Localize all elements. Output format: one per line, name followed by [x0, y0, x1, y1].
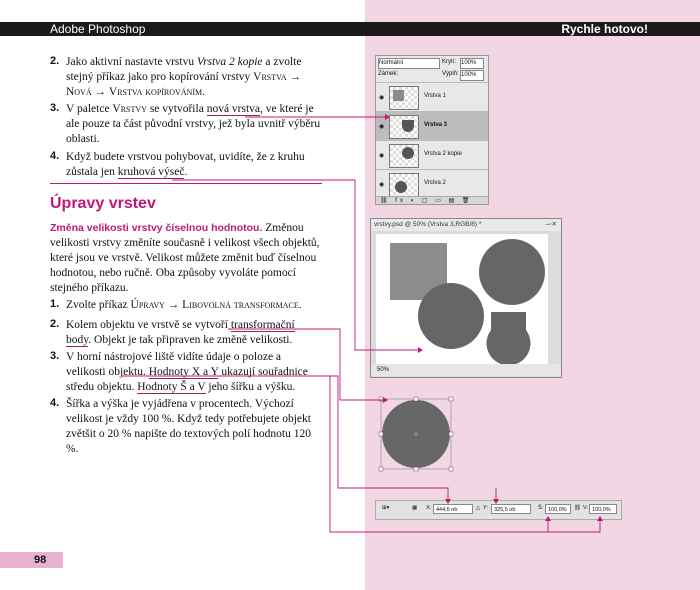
- x-field[interactable]: 444,5 ob: [433, 504, 473, 514]
- header-book-title: Adobe Photoshop: [50, 22, 146, 36]
- step-number: 4.: [50, 397, 60, 409]
- header-series-title: Rychle hotovo!: [561, 22, 648, 36]
- step-text: Když budete vrstvou pohybovat, uvidíte, že z kruhu zůstala jen kruhová výseč.: [66, 151, 305, 178]
- opacity-field[interactable]: 100%: [460, 58, 484, 69]
- highlight-transform-points: transformační body: [66, 319, 295, 346]
- step-number: 3.: [50, 102, 60, 114]
- delta-icon[interactable]: △: [476, 505, 481, 511]
- step-text: V paletce Vrstvy se vytvořila nová vrstva, ve které je ale pouze ta část původní vrstvy, jež byla uvnitř výběru oblasti.: [66, 103, 321, 145]
- fill-field[interactable]: 100%: [460, 70, 484, 81]
- step-text: Jako aktivní nastavte vrstvu Vrstva 2 kopie a zvolte stejný příkaz jako pro kopírování vrstvy Vrstva → Nová → Vrstva kopírováním.: [66, 56, 302, 98]
- blend-mode-select[interactable]: Normální: [378, 58, 440, 69]
- highlight-circle-sector: kruhová výseč: [117, 166, 185, 178]
- layer-name: Vrstva 2 kopie: [424, 151, 462, 157]
- step-number: 4.: [50, 150, 60, 162]
- section-heading: Úpravy vrstev: [50, 195, 156, 212]
- h-label: V:: [583, 505, 588, 511]
- zoom-level[interactable]: 50%: [377, 367, 390, 373]
- step-number: 2.: [50, 55, 60, 67]
- eye-icon[interactable]: ◉: [379, 182, 385, 188]
- link-icon[interactable]: ⛓: [574, 505, 581, 511]
- section-intro: Změna velikosti vrstvy číselnou hodnotou. Změnou velikosti vrstvy změníte současně i velikost všech objektů, které jsou ve vrstvě. Velikost můžete změnit buď číselnou hodnotou, nebo ručně. Oba způsoby vyvoláte pomocí stejného příkazu.: [50, 222, 320, 294]
- eye-icon[interactable]: ◉: [379, 124, 385, 130]
- connector-wh: [183, 376, 548, 532]
- step-number: 1.: [50, 298, 60, 310]
- y-field[interactable]: 325,5 ob: [491, 504, 531, 514]
- step-number: 3.: [50, 350, 60, 362]
- step-text: Kolem objektu ve vrstvě se vytvoří transformační body. Objekt je tak připraven ke změně velikosti.: [66, 319, 295, 346]
- move-tool-icon[interactable]: ⊞▾: [382, 505, 390, 511]
- highlight-xy-values: Hodnoty X a Y: [148, 366, 219, 378]
- opacity-label: Krytí:: [442, 59, 457, 65]
- layer-name: Vrstva 1: [424, 93, 446, 99]
- window-controls[interactable]: –▫✕: [545, 221, 557, 228]
- layer-name: Vrstva 2: [424, 180, 446, 186]
- step-text: Zvolte příkaz Úpravy → Libovolná transformace.: [66, 299, 302, 311]
- fill-label: Výplň:: [442, 71, 459, 77]
- reference-point-icon[interactable]: ▦: [412, 505, 418, 511]
- width-field[interactable]: 100,0%: [545, 504, 571, 514]
- lock-label: Zámek:: [378, 71, 399, 77]
- connector-transform-points: [228, 329, 383, 400]
- connector-circle-sector: [172, 180, 418, 350]
- eye-icon[interactable]: ◉: [379, 153, 385, 159]
- x-label: X:: [426, 505, 432, 511]
- layer-name: Vrstva 3: [424, 122, 448, 128]
- y-label: Y:: [483, 505, 488, 511]
- layers-toolbar[interactable]: ⛓ fx ◐ ▢ ▭ ▤ 🗑: [376, 196, 488, 204]
- document-title: vrstvy.psd @ 50% (Vrstva 3,RGB/8) * –▫✕: [371, 219, 561, 231]
- step-number: 2.: [50, 318, 60, 330]
- highlight-new-layer: nová vrstva: [206, 103, 261, 115]
- eye-icon[interactable]: ◉: [379, 95, 385, 101]
- step-text: V horní nástrojové liště vidíte údaje o poloze a velikosti objektu. Hodnoty X a Y ukazují souřadnice středu objektu. Hodnoty Š a V jeho šířku a výšku.: [66, 351, 308, 393]
- lead-text: Změna velikosti vrstvy číselnou hodnotou.: [50, 222, 263, 234]
- page-number: 98: [34, 554, 47, 566]
- highlight-wh-values: Hodnoty Š a V: [137, 381, 206, 393]
- connector-xy: [122, 376, 448, 500]
- step-text: Šířka a výška je vyjádřena v procentech. Výchozí velikost je vždy 100 %. Když tedy potřebujete objekt zvětšit o 20 % napište do textových polí hodnotu 120 %.: [66, 398, 311, 455]
- w-label: Š:: [538, 505, 544, 511]
- height-field[interactable]: 100,0%: [589, 504, 617, 514]
